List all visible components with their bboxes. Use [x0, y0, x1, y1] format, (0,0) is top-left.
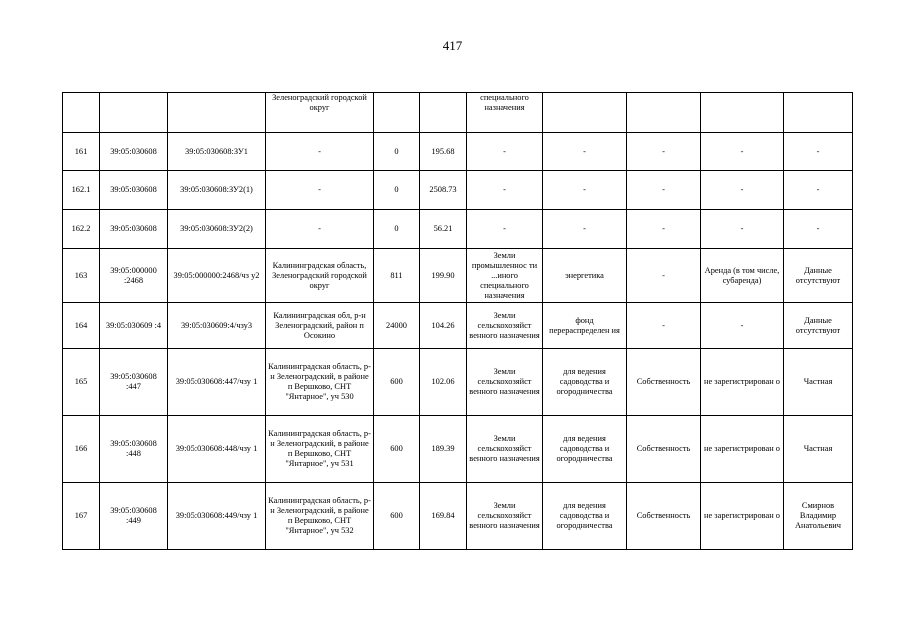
- cell-land-category: Земли сельскохозяйст венного назначения: [467, 483, 543, 550]
- cell-area-part: 104.26: [420, 303, 467, 349]
- cell-plot-designation: 39:05:030608:449/чзу 1: [168, 483, 266, 550]
- cell-address: -: [266, 171, 374, 210]
- cell-area-total: 600: [374, 416, 420, 483]
- cell-plot-designation: 39:05:030609:4/чзу3: [168, 303, 266, 349]
- cell-owner: -: [784, 210, 853, 249]
- cell-owner: [784, 93, 853, 133]
- cell-plot-designation: 39:05:000000:2468/чз у2: [168, 249, 266, 303]
- cell-plot-designation: 39:05:030608:ЗУ1: [168, 133, 266, 171]
- cell-area-part: 189.39: [420, 416, 467, 483]
- cell-address: -: [266, 210, 374, 249]
- cell-area-part: 102.06: [420, 349, 467, 416]
- cell-land-category: Земли промышленнос ти ...иного специального назначения: [467, 249, 543, 303]
- cell-cadastral-quarter: 39:05:030608: [100, 210, 168, 249]
- table-row: [63, 133, 853, 171]
- cell-land-category: специального назначения: [467, 93, 543, 133]
- cell-row-number: 166: [63, 416, 100, 483]
- cell-permitted-use: энергетика: [543, 249, 627, 303]
- cell-address: Калининградская область, р-н Зеленоградский, в районе п Вершково, СНТ "Янтарное", уч 532: [266, 483, 374, 550]
- cell-cadastral-quarter: 39:05:030608 :447: [100, 349, 168, 416]
- cell-cadastral-quarter: 39:05:030608: [100, 171, 168, 210]
- cell-land-category: -: [467, 171, 543, 210]
- cell-permitted-use: для ведения садоводства и огородничества: [543, 349, 627, 416]
- table-row: [63, 483, 853, 550]
- cell-permitted-use: -: [543, 210, 627, 249]
- cell-encumbrance: [701, 93, 784, 133]
- cell-permitted-use: для ведения садоводства и огородничества: [543, 416, 627, 483]
- cell-cadastral-quarter: 39:05:030608 :449: [100, 483, 168, 550]
- cell-area-part: 169.84: [420, 483, 467, 550]
- cell-plot-designation: 39:05:030608:ЗУ2(1): [168, 171, 266, 210]
- cell-area-total: 0: [374, 210, 420, 249]
- cell-row-number: 167: [63, 483, 100, 550]
- cell-cadastral-quarter: 39:05:030609 :4: [100, 303, 168, 349]
- cell-plot-designation: [168, 93, 266, 133]
- cell-land-category: -: [467, 133, 543, 171]
- table-row: [63, 303, 853, 349]
- cell-encumbrance: -: [701, 303, 784, 349]
- cell-cadastral-quarter: 39:05:000000 :2468: [100, 249, 168, 303]
- cell-address: -: [266, 133, 374, 171]
- cell-row-number: [63, 93, 100, 133]
- cell-permitted-use: -: [543, 171, 627, 210]
- cell-owner: Данные отсутствуют: [784, 249, 853, 303]
- cell-row-number: 162.1: [63, 171, 100, 210]
- cell-area-total: 811: [374, 249, 420, 303]
- cell-area-total: 0: [374, 133, 420, 171]
- cell-land-category: Земли сельскохозяйст венного назначения: [467, 349, 543, 416]
- cell-area-part: 2508.73: [420, 171, 467, 210]
- cell-area-part: 199.90: [420, 249, 467, 303]
- cell-row-number: 164: [63, 303, 100, 349]
- table-row: [63, 93, 853, 133]
- cell-land-category: Земли сельскохозяйст венного назначения: [467, 303, 543, 349]
- land-plot-table: [62, 92, 853, 550]
- table-row: [63, 249, 853, 303]
- cell-encumbrance: Аренда (в том числе, субаренда): [701, 249, 784, 303]
- cell-permitted-use: для ведения садоводства и огородничества: [543, 483, 627, 550]
- cell-cadastral-quarter: [100, 93, 168, 133]
- cell-right-type: [627, 93, 701, 133]
- cell-land-category: Земли сельскохозяйст венного назначения: [467, 416, 543, 483]
- cell-area-part: 195.68: [420, 133, 467, 171]
- table-row: [63, 171, 853, 210]
- cell-row-number: 163: [63, 249, 100, 303]
- cell-permitted-use: [543, 93, 627, 133]
- cell-area-part: 56.21: [420, 210, 467, 249]
- cell-land-category: -: [467, 210, 543, 249]
- cell-right-type: -: [627, 303, 701, 349]
- table-row: [63, 210, 853, 249]
- cell-encumbrance: -: [701, 210, 784, 249]
- cell-address: Зеленоградский городской округ: [266, 93, 374, 133]
- cell-address: Калининградская область, р-н Зеленоградский, в районе п Вершково, СНТ "Янтарное", уч 531: [266, 416, 374, 483]
- table-row: [63, 349, 853, 416]
- cell-area-total: 24000: [374, 303, 420, 349]
- cell-address: Калининградская область, Зеленоградский городской округ: [266, 249, 374, 303]
- cell-encumbrance: не зарегистрирован о: [701, 483, 784, 550]
- cell-owner: Смирнов Владимир Анатольевич: [784, 483, 853, 550]
- cell-plot-designation: 39:05:030608:447/чзу 1: [168, 349, 266, 416]
- cell-owner: -: [784, 171, 853, 210]
- cell-plot-designation: 39:05:030608:ЗУ2(2): [168, 210, 266, 249]
- cell-right-type: -: [627, 249, 701, 303]
- cell-address: Калининградская обл, р-н Зеленоградский, район п Осокино: [266, 303, 374, 349]
- cell-right-type: Собственность: [627, 349, 701, 416]
- cell-plot-designation: 39:05:030608:448/чзу 1: [168, 416, 266, 483]
- cell-right-type: -: [627, 133, 701, 171]
- cell-right-type: Собственность: [627, 416, 701, 483]
- cell-owner: Частная: [784, 349, 853, 416]
- cell-address: Калининградская область, р-н Зеленоградский, в районе п Вершково, СНТ "Янтарное", уч 530: [266, 349, 374, 416]
- cell-right-type: Собственность: [627, 483, 701, 550]
- cell-encumbrance: не зарегистрирован о: [701, 416, 784, 483]
- cell-right-type: -: [627, 171, 701, 210]
- page-number: 417: [442, 38, 463, 53]
- cell-owner: -: [784, 133, 853, 171]
- cell-cadastral-quarter: 39:05:030608: [100, 133, 168, 171]
- cell-encumbrance: -: [701, 133, 784, 171]
- cell-area-total: 600: [374, 349, 420, 416]
- cell-permitted-use: фонд перераспределен ия: [543, 303, 627, 349]
- cell-area-total: [374, 93, 420, 133]
- cell-encumbrance: -: [701, 171, 784, 210]
- cell-area-part: [420, 93, 467, 133]
- table-row: [63, 416, 853, 483]
- cell-owner: Частная: [784, 416, 853, 483]
- cell-owner: Данные отсутствуют: [784, 303, 853, 349]
- cell-permitted-use: -: [543, 133, 627, 171]
- cell-encumbrance: не зарегистрирован о: [701, 349, 784, 416]
- cell-area-total: 600: [374, 483, 420, 550]
- cell-row-number: 162.2: [63, 210, 100, 249]
- cell-row-number: 165: [63, 349, 100, 416]
- cell-right-type: -: [627, 210, 701, 249]
- cell-row-number: 161: [63, 133, 100, 171]
- cell-cadastral-quarter: 39:05:030608 :448: [100, 416, 168, 483]
- cell-area-total: 0: [374, 171, 420, 210]
